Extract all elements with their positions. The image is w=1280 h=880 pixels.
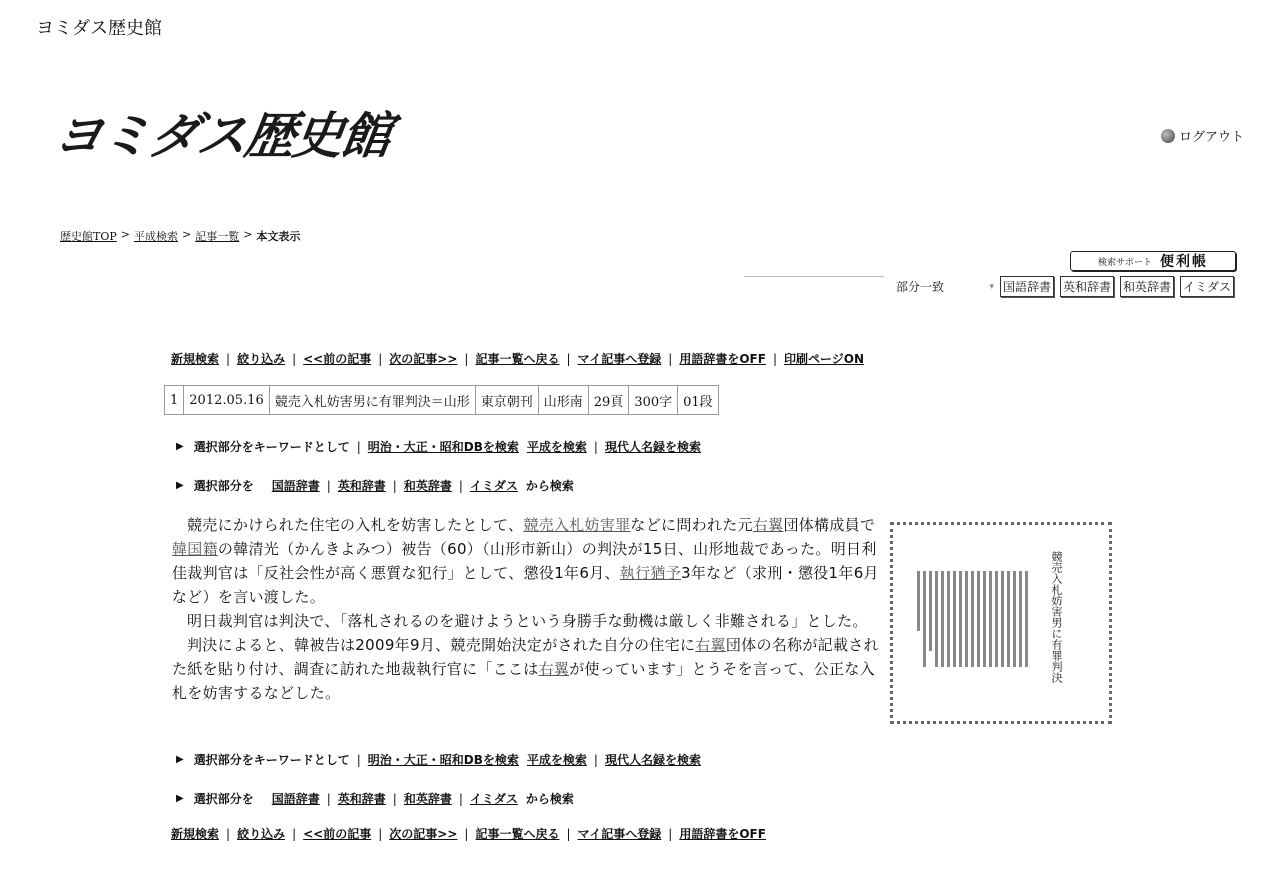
breadcrumb-article-list[interactable]: 記事一覧 [195,230,240,243]
new-search-link[interactable]: 新規検索 [171,352,220,366]
dict-link-kokugo[interactable]: 国語辞書 [271,479,320,493]
glossary-term[interactable]: 競売入札妨害罪 [523,516,631,534]
logout-button[interactable] [1161,126,1244,145]
breadcrumb-top[interactable]: 歴史館TOP [60,230,117,243]
dict-search-row-bottom: ▶ 選択部分を 国語辞書 | 英和辞書 | 和英辞書 | イミダス から検索 [176,791,574,806]
dict-link-waei[interactable]: 和英辞書 [403,479,452,493]
breadcrumb-separator: > [181,228,192,241]
dict-search-row-top: ▶ 選択部分を 国語辞書 | 英和辞書 | 和英辞書 | イミダス から検索 [176,478,574,493]
add-my-article-link[interactable]: マイ記事へ登録 [577,352,662,366]
support-big-label: 便利帳 [1160,254,1208,270]
keyword-search-row-top: ▶ 選択部分をキーワードとして | 明治・大正・昭和DBを検索 平成を検索 | 現代人名録を検索 [176,439,701,454]
breadcrumb-separator: > [120,228,130,241]
dict-link-waei[interactable]: 和英辞書 [403,792,452,806]
dict-link-imidas[interactable]: イミダス [469,792,518,806]
next-article-link[interactable]: 次の記事>> [389,827,458,841]
print-page-link[interactable]: 印刷ページON [784,352,865,366]
article-page: 29頁 [588,386,629,415]
search-heisei-link[interactable]: 平成を検索 [526,753,587,767]
triangle-right-icon: ▶ [176,480,184,491]
keyword-row-label: 選択部分をキーワードとして [193,440,350,454]
dict-row-label: 選択部分を [193,792,254,806]
dict-row-suffix: から検索 [525,479,574,493]
support-button[interactable] [1070,251,1236,271]
logout-icon [1161,129,1175,143]
dictionary-search-input[interactable] [744,276,884,297]
triangle-right-icon: ▶ [176,441,184,452]
search-personnel-link[interactable]: 現代人名録を検索 [604,440,701,454]
dict-row-suffix: から検索 [525,792,574,806]
keyword-row-label: 選択部分をキーワードとして [193,753,350,767]
glossary-term[interactable]: 韓国籍 [172,540,218,558]
triangle-right-icon: ▶ [176,793,184,804]
prev-article-link[interactable]: <<前の記事 [303,827,372,841]
back-to-list-link[interactable]: 記事一覧へ戻る [475,827,560,841]
article-date: 2012.05.16 [184,386,269,415]
page-title: ヨミダス歴史館 [36,18,162,39]
article-paragraph: 明日裁判官は判決で、「落札されるのを避けようという身勝手な動機は厳しく非難される」とした。 [187,612,868,630]
match-mode-value: 部分一致 [896,280,945,294]
breadcrumb-current: 本文表示 [256,230,301,243]
glossary-off-link[interactable]: 用語辞書をOFF [679,352,766,366]
refine-link[interactable]: 絞り込み [237,352,286,366]
support-small-label: 検索サポート [1097,257,1152,268]
search-heisei-link[interactable]: 平成を検索 [526,440,587,454]
clipping-text-lines [913,551,1031,711]
dict-link-eiwa[interactable]: 英和辞書 [337,792,386,806]
glossary-term[interactable]: 右翼 [538,660,570,678]
breadcrumb-separator: > [243,228,253,241]
search-personnel-link[interactable]: 現代人名録を検索 [604,753,701,767]
glossary-term[interactable]: 執行猶予 [619,564,681,582]
dict-link-eiwa[interactable]: 英和辞書 [337,479,386,493]
dictionary-search-row [744,276,1234,297]
search-meiji-db-link[interactable]: 明治・大正・昭和DBを検索 [367,753,519,767]
glossary-off-link[interactable]: 用語辞書をOFF [679,827,766,841]
breadcrumb-heisei-search[interactable]: 平成検索 [133,230,178,243]
article-columns: 01段 [678,386,719,415]
chevron-down-icon: ▾ [989,281,994,292]
dict-button-waei[interactable]: 和英辞書 [1120,276,1174,297]
clipping-headline: 競売入札妨害男に有罪判決 [1050,551,1063,683]
dict-row-label: 選択部分を [193,479,254,493]
clipping-image [913,541,1073,711]
dict-link-kokugo[interactable]: 国語辞書 [271,792,320,806]
glossary-term[interactable]: 右翼 [752,516,784,534]
article-clipping-thumbnail[interactable] [890,522,1112,724]
article-headline: 競売入札妨害男に有罪判決＝山形 [269,386,475,415]
keyword-search-row-bottom: ▶ 選択部分をキーワードとして | 明治・大正・昭和DBを検索 平成を検索 | 現代人名録を検索 [176,752,701,767]
article-nav-bottom: 新規検索 | 絞り込み | <<前の記事 | 次の記事>> | 記事一覧へ戻る | マイ記事へ登録 | 用語辞書をOFF [171,826,766,841]
table-row [165,386,719,415]
article-paragraph: 判決によると、韓被告は2009年9月、競売開始決定がされた自分の住宅に右翼団体の名称が記載された紙を貼り付け、調査に訪れた地裁執行官に「ここは右翼が使っています」とうそを言って、公正な入札を妨害するなどした。 [172,636,879,702]
triangle-right-icon: ▶ [176,754,184,765]
article-edition: 東京朝刊 [475,386,538,415]
dict-button-imidas[interactable]: イミダス [1180,276,1234,297]
article-nav-top: 新規検索 | 絞り込み | <<前の記事 | 次の記事>> | 記事一覧へ戻る | マイ記事へ登録 | 用語辞書をOFF | 印刷ページON [171,351,865,366]
glossary-term[interactable]: 右翼 [695,636,726,654]
add-my-article-link[interactable]: マイ記事へ登録 [577,827,662,841]
new-search-link[interactable]: 新規検索 [171,827,220,841]
dict-link-imidas[interactable]: イミダス [469,479,518,493]
article-number: 1 [165,386,184,415]
article-paragraph: 競売にかけられた住宅の入札を妨害したとして、競売入札妨害罪などに問われた元右翼団体構成員で韓国籍の韓清光（かんきよみつ）被告（60）（山形市新山）の判決が15日、山形地裁であった。明日利佳裁判官は「反社会性が高く悪質な犯行」として、懲役1年6月、執行猶予3年など（求刑・懲役1年6月など）を言い渡した。 [172,516,879,606]
article-info-table [164,385,719,415]
dict-button-eiwa[interactable]: 英和辞書 [1060,276,1114,297]
refine-link[interactable]: 絞り込み [237,827,286,841]
back-to-list-link[interactable]: 記事一覧へ戻る [475,352,560,366]
article-chars: 300字 [629,386,678,415]
search-meiji-db-link[interactable]: 明治・大正・昭和DBを検索 [367,440,519,454]
prev-article-link[interactable]: <<前の記事 [303,352,372,366]
site-logo[interactable]: ヨミダス歴史館 [49,107,394,165]
logout-label: ログアウト [1178,130,1244,145]
article-region: 山形南 [538,386,588,415]
dict-button-kokugo[interactable]: 国語辞書 [1000,276,1054,297]
breadcrumb [60,228,300,244]
article-body [172,513,880,705]
match-mode-select[interactable] [890,277,994,297]
next-article-link[interactable]: 次の記事>> [389,352,458,366]
